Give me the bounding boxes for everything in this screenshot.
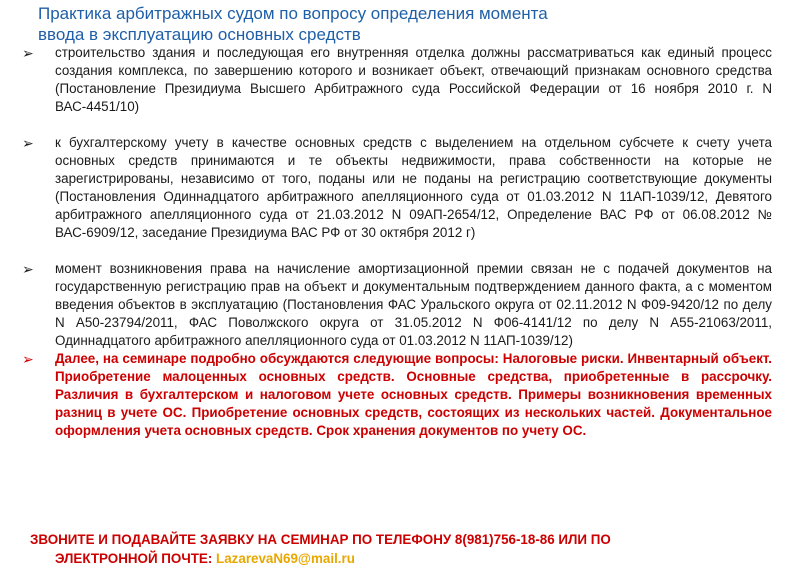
- title-line-2: ввода в эксплуатацию основных средств: [38, 25, 361, 44]
- list-item: [22, 44, 772, 116]
- list-item-text: к бухгалтерскому учету в качестве основных средств с выделением на отдельном субсчете к счету учета основных средств принимаются и те объекты недвижимости, права собственности на которые не зарегистрированы, независимо от того, поданы или не поданы на регистрацию соответствующие документы (Постановления Одиннадцатого арбитражного апелляционного суда от 01.03.2012 N 11АП-1039/12, Девятого арбитражного апелляционного суда от 21.03.2012 N 09АП-2654/12, Определение ВАС РФ от 06.08.2012 № ВАС-6909/12, заседание Президиума ВАС РФ от 30 октября 2012 г): [55, 135, 772, 240]
- footer-line-1: ЗВОНИТЕ И ПОДАВАЙТЕ ЗАЯВКУ НА СЕМИНАР ПО ТЕЛЕФОНУ 8(981)756-18-86 ИЛИ ПО: [30, 532, 611, 547]
- bullet-list: [22, 44, 772, 440]
- footer-line-2: [30, 549, 772, 568]
- slide-title: [38, 3, 658, 45]
- list-item-text: момент возникновения права на начисление амортизационной премии связан не с подачей документов на государственную регистрацию прав на объект и документальным подтверждением данного факта, а с моментом введения объектов в эксплуатацию (Постановления ФАС Уральского округа от 02.11.2012 N Ф09-9420/12 по делу N А50-23794/2011, ФАС Поволжского округа от 31.05.2012 N Ф06-4141/12 по делу N А55-21063/2011, Одиннадцатого арбитражного апелляционного суда от 01.03.2012 N 11АП-1039/12): [55, 261, 772, 348]
- list-item-text: строительство здания и последующая его внутренняя отделка должны рассматриваться как единый процесс создания комплекса, по завершению которого и возникает объект, отвечающий признакам основного средства (Постановление Президиума Высшего Арбитражного суда Российской Федерации от 16 ноября 2010 г. N ВАС-4451/10): [55, 45, 772, 114]
- arrow-bullet-icon: ➢: [22, 135, 34, 151]
- title-line-1: Практика арбитражных судом по вопросу определения момента: [38, 4, 548, 23]
- list-item: [22, 260, 772, 350]
- list-item: [22, 134, 772, 242]
- list-item-highlight: [22, 350, 772, 440]
- email-link[interactable]: LazarevaN69@mail.ru: [216, 551, 355, 566]
- contact-footer: [30, 530, 772, 568]
- arrow-bullet-icon: ➢: [22, 45, 34, 61]
- list-item-text: Далее, на семинаре подробно обсуждаются следующие вопросы: Налоговые риски. Инвентарный объект. Приобретение малоценных основных средств. Основные средства, приобретенные в рассрочку. Различия в бухгалтерском и налоговом учете основных средств. Примеры возникновения временных разниц в учете ОС. Приобретение основных средств, состоящих из нескольких частей. Документальное оформления учета основных средств. Срок хранения документов по учету ОС.: [55, 351, 772, 438]
- arrow-bullet-icon: ➢: [22, 351, 34, 367]
- footer-email-prefix: ЭЛЕКТРОННОЙ ПОЧТЕ:: [55, 551, 217, 566]
- arrow-bullet-icon: ➢: [22, 261, 34, 277]
